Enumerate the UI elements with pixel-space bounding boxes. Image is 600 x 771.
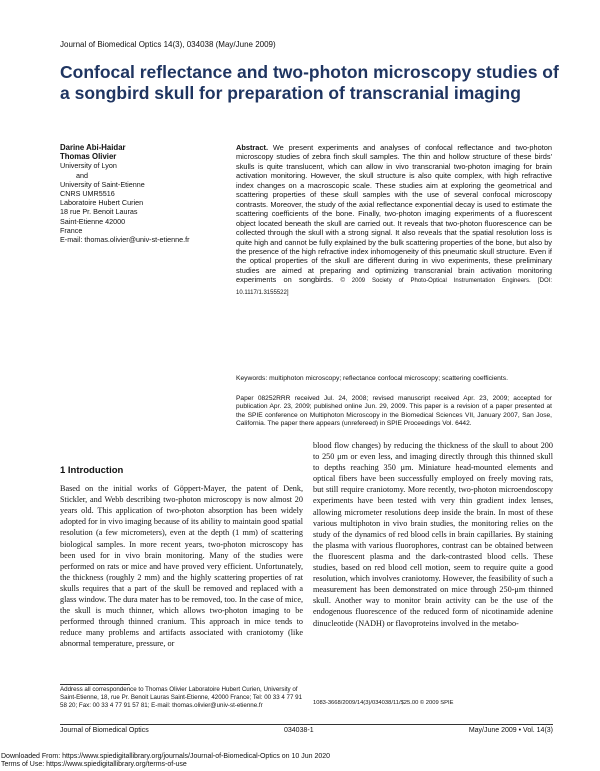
affiliation-line: and [76, 170, 88, 180]
footer-issue: May/June 2009 • Vol. 14(3) [468, 727, 553, 734]
affiliation-line: Saint-Etienne 42000 [60, 216, 126, 226]
affiliation-line: CNRS UMR5516 [60, 189, 115, 199]
paper-history: Paper 08252RRR received Jul. 24, 2008; revised manuscript received Apr. 23, 2009; accepted for publication Apr. 23, 2009; published online Jun. 29, 2009. This paper is a revision of a paper presented at the SPIE conference on Multiphoton Microscopy in the Biomedical Sciences VII, January 2007, San Jose, California. The paper there appears (unrefereed) in SPIE Proceedings Vol. 6442. [236, 395, 552, 428]
left-column [60, 465, 303, 650]
download-line[interactable]: Downloaded From: https://www.spiedigitallibrary.org/journals/Journal-of-Biomedical-Optics on 10 Jun 2020 [1, 753, 331, 760]
affiliation-line: University of Saint-Etienne [60, 179, 145, 189]
copyright-notice: © 2009 Society of Photo-Optical Instrumentation Engineers. [340, 278, 531, 285]
author-email[interactable]: E-mail: thomas.olivier@univ-st-etienne.fr [60, 235, 190, 245]
author-name: Thomas Olivier [60, 152, 117, 162]
affiliation-line: France [60, 225, 83, 235]
correspondence-footnote: Address all correspondence to Thomas Olivier Laboratoire Hubert Curien, University of Saint-Etienne, 18, rue Pr. Benoit Lauras Saint-Etienne, 42000 France; Tel: 00 33 4 77 91 58 20; Fax: 00 33 4 77 91 57 81; E-mail: thomas.olivier@univ-st-etienne.fr [60, 686, 303, 709]
abstract-label: Abstract. [236, 143, 269, 152]
paper-title: Confocal reflectance and two-photon microscopy studies of a songbird skull for preparation of transcranial imaging [60, 62, 559, 103]
body-paragraph: blood flow changes) by reducing the thickness of the skull to about 200 to 250 μm or even less, and imaging directly through this thinned skull to depths reaching 350 μm. Miniature head-mounted elements and optical fibers have been successfully employed on freely moving rats, but still require craniotomy. More recently, two-photon microendoscopy experiments have been tested with very thin gradient index lenses, allowing micrometer resolutions deep inside the brain. In most of these various multiphoton in vivo brain studies, the monitoring relies on the study of the dynamics of red blood cells in brain capillaries. By staining the plasma with various fluorophores, contrast can be obtained between the fluorescent plasma and the dark-contrasted blood cells. These studies, based on red blood cell motion, seem to require quite a good resolution, which involves craniotomy. However, the feasibility of such a measurement has been demonstrated on mice through 250-μm thinned skull. Another way to monitor brain activity can be the use of the endogenous fluorescence of the reduced form of nicotinamide adenine dinucleotide (NADH) or flavoproteins involved in the metabo- [313, 441, 553, 628]
affiliation-line: University of Lyon [60, 161, 117, 171]
journal-header: Journal of Biomedical Optics 14(3), 034038 (May/June 2009) [60, 40, 276, 49]
affiliation-line: Laboratoire Hubert Curien [60, 198, 144, 208]
issn-line: 1083-3668/2009/14(3)/034038/11/$25.00 © 2009 SPIE [313, 700, 454, 706]
footer-divider [60, 724, 553, 725]
author-block [60, 143, 235, 244]
section-heading: 1 Introduction [60, 465, 124, 476]
right-column [313, 440, 553, 629]
download-notice [1, 753, 330, 770]
doi[interactable]: [DOI: 10.1117/1.3155522] [236, 278, 553, 296]
keywords: Keywords: multiphoton microscopy; reflectance confocal microscopy; scattering coefficients. [236, 375, 508, 382]
footer-journal: Journal of Biomedical Optics [60, 727, 149, 734]
abstract [236, 143, 552, 298]
terms-line[interactable]: Terms of Use: https://www.spiedigitallibrary.org/terms-of-use [1, 761, 187, 769]
footnote-divider [60, 684, 130, 685]
page-number: 034038-1 [284, 727, 314, 734]
affiliation-line: 18 rue Pr. Benoit Lauras [60, 207, 138, 217]
abstract-text: We present experiments and analyses of confocal reflectance and two-photon microscopy studies of zebra finch skull samples. The thin and hollow structure of these birds' skulls is quite translucent, which can allow in vivo transcranial two-photon imaging for brain activation monitoring. However, the skull structure is also quite complex, with high refractive index changes on a macroscopic scale. These studies aim at exploring the geometrical and scattering properties of these skull samples with the use of several confocal microscopy contrasts. Moreover, the study of the axial reflectance exponential decay is used to estimate the scattering coefficients of the bone. Finally, two-photon imaging experiments of a fluorescent object located beneath the skull are carried out. It reveals that two-photon fluorescence can be collected through the skull with a strong signal. It also reveals that the spatial resolution loss is quite high and cannot be fully explained by the bulk scattering properties of the bone, but also by the presence of the high refractive index inhomogeneity of this pneumatic skull structure. Even if the optical properties of the skull are different during in vivo experiments, these preliminary studies are aimed at preparing and optimizing transcranial brain activation monitoring experiments on songbirds. [236, 143, 552, 285]
body-paragraph: Based on the initial works of Göppert-Mayer, the patent of Denk, Stickler, and Webb describing two-photon microscopy is now almost 20 years old. This application of two-photon absorption has been widely adopted for in vivo imaging because of its ability to maintain good spatial resolution (a few micrometers), even at the depth (1 mm) of scattering biological samples. In more recent years, two-photon microscopy has been used for in vivo brain monitoring. Many of the studies were performed on rats or mice and have proved very efficient. Unfortunately, the thickness (roughly 2 mm) and the highly scattering properties of rat skulls requires that a part of the skull be removed and replaced with a glass window. The dura mater has to be removed, too. In the case of mice, the skull is much thinner, which allows two-photon imaging to be performed through thinned cranium. This approach in mice tends to reduce many problems and artifacts associated with craniotomy (like abnormal temperature, pressure, or [60, 484, 303, 649]
author-name: Darine Abi-Haidar [60, 143, 126, 152]
